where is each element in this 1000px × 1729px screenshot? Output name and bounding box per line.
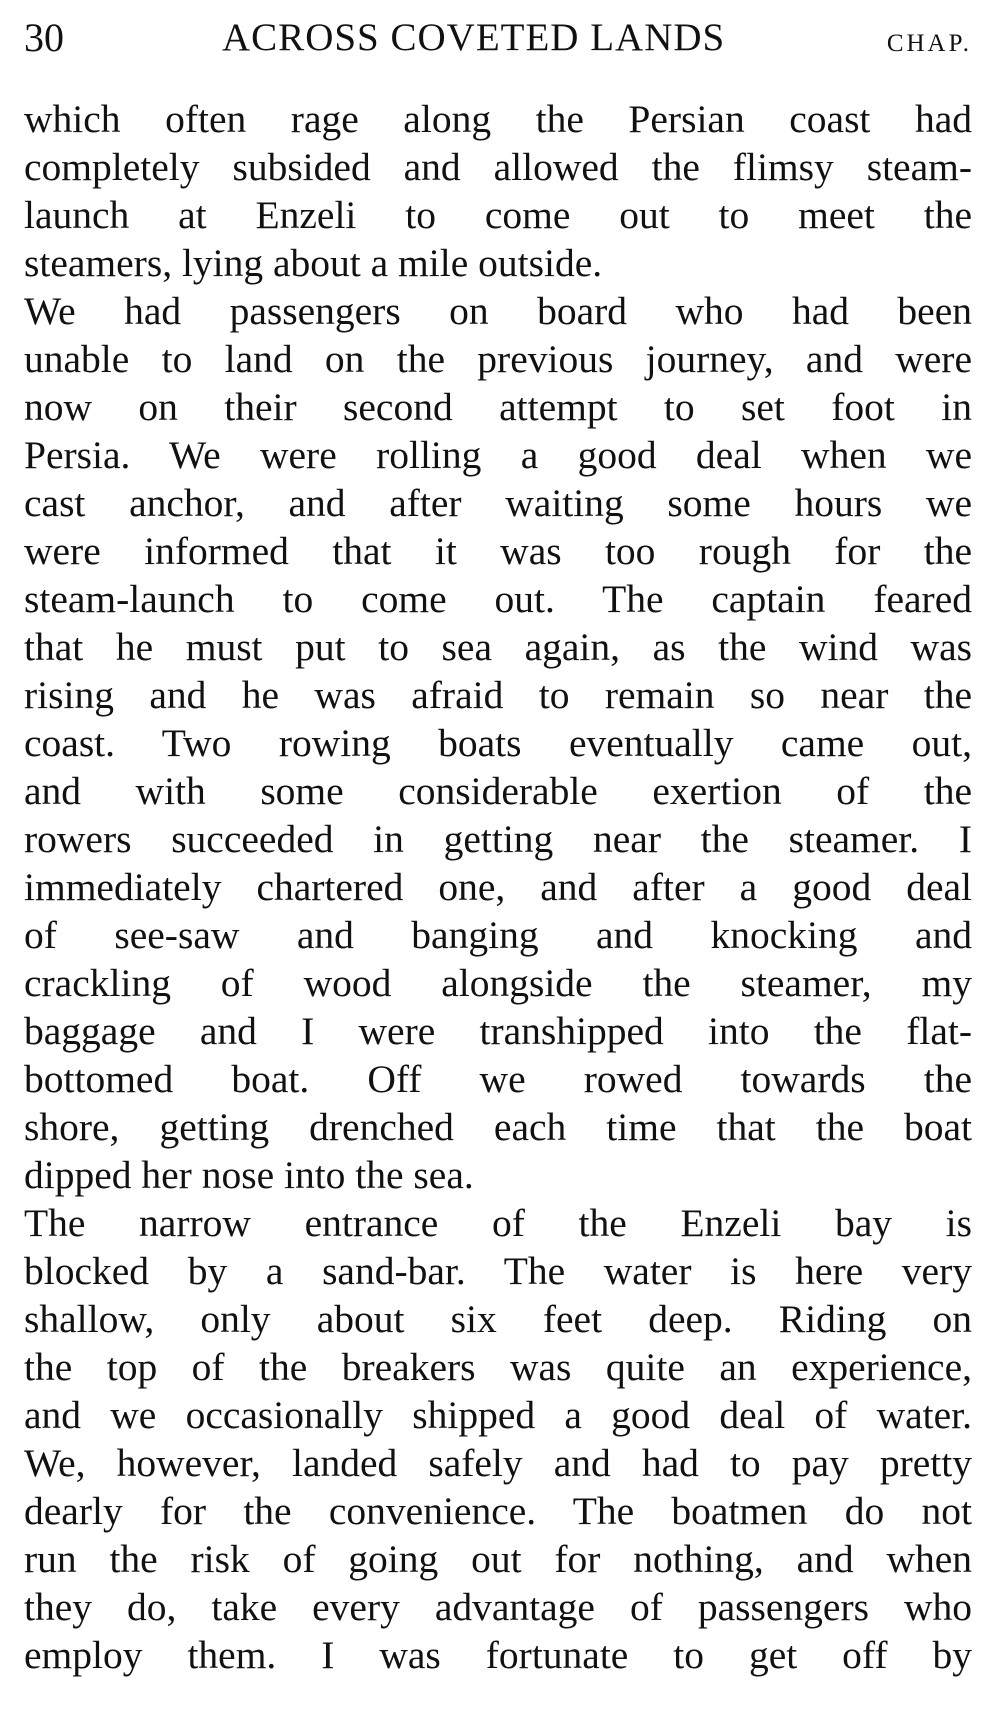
text-line: launch at Enzeli to come out to meet the [24, 193, 972, 237]
text-line: shallow, only about six feet deep. Riding on [24, 1297, 972, 1341]
text-line: cast anchor, and after waiting some hours we [24, 481, 972, 525]
text-line: now on their second attempt to set foot in [24, 385, 972, 429]
text-line: employ them. I was fortunate to get off by [24, 1633, 972, 1677]
text-line: they do, take every advantage of passengers who [24, 1585, 972, 1629]
text-line: completely subsided and allowed the flimsy steam- [24, 145, 972, 189]
text-line: We, however, landed safely and had to pay pretty [24, 1441, 972, 1485]
text-line: were informed that it was too rough for the [24, 529, 972, 573]
text-line: steamers, lying about a mile outside. [24, 241, 603, 285]
text-line: The narrow entrance of the Enzeli bay is [24, 1201, 972, 1245]
text-line: blocked by a sand-bar. The water is here very [24, 1249, 972, 1293]
text-line: dipped her nose into the sea. [24, 1153, 474, 1197]
body-text [24, 95, 972, 1679]
text-line: which often rage along the Persian coast had [24, 97, 972, 141]
text-line: and we occasionally shipped a good deal of water. [24, 1393, 972, 1437]
text-line: We had passengers on board who had been [24, 289, 972, 333]
text-line: immediately chartered one, and after a good deal [24, 865, 972, 909]
text-line: Persia. We were rolling a good deal when we [24, 433, 972, 477]
text-line: steam-launch to come out. The captain feared [24, 577, 972, 621]
text-line: coast. Two rowing boats eventually came out, [24, 721, 972, 765]
text-line: and with some considerable exertion of the [24, 769, 972, 813]
text-line: shore, getting drenched each time that the boat [24, 1105, 972, 1149]
text-line: dearly for the convenience. The boatmen do not [24, 1489, 972, 1533]
book-title: ACROSS COVETED LANDS [222, 16, 726, 59]
chapter-label: CHAP. [886, 30, 972, 57]
text-line: the top of the breakers was quite an experience, [24, 1345, 972, 1389]
text-line: baggage and I were transhipped into the flat- [24, 1009, 972, 1053]
text-line: rising and he was afraid to remain so near the [24, 673, 972, 717]
text-line: rowers succeeded in getting near the steamer. I [24, 817, 972, 861]
text-line: of see-saw and banging and knocking and [24, 913, 972, 957]
page-number: 30 [24, 15, 64, 60]
text-line: run the risk of going out for nothing, and when [24, 1537, 972, 1581]
text-line: crackling of wood alongside the steamer, my [24, 961, 972, 1005]
running-head [24, 8, 976, 68]
text-line: bottomed boat. Off we rowed towards the [24, 1057, 972, 1101]
text-line: unable to land on the previous journey, and were [24, 337, 972, 381]
text-line: that he must put to sea again, as the wind was [24, 625, 972, 669]
